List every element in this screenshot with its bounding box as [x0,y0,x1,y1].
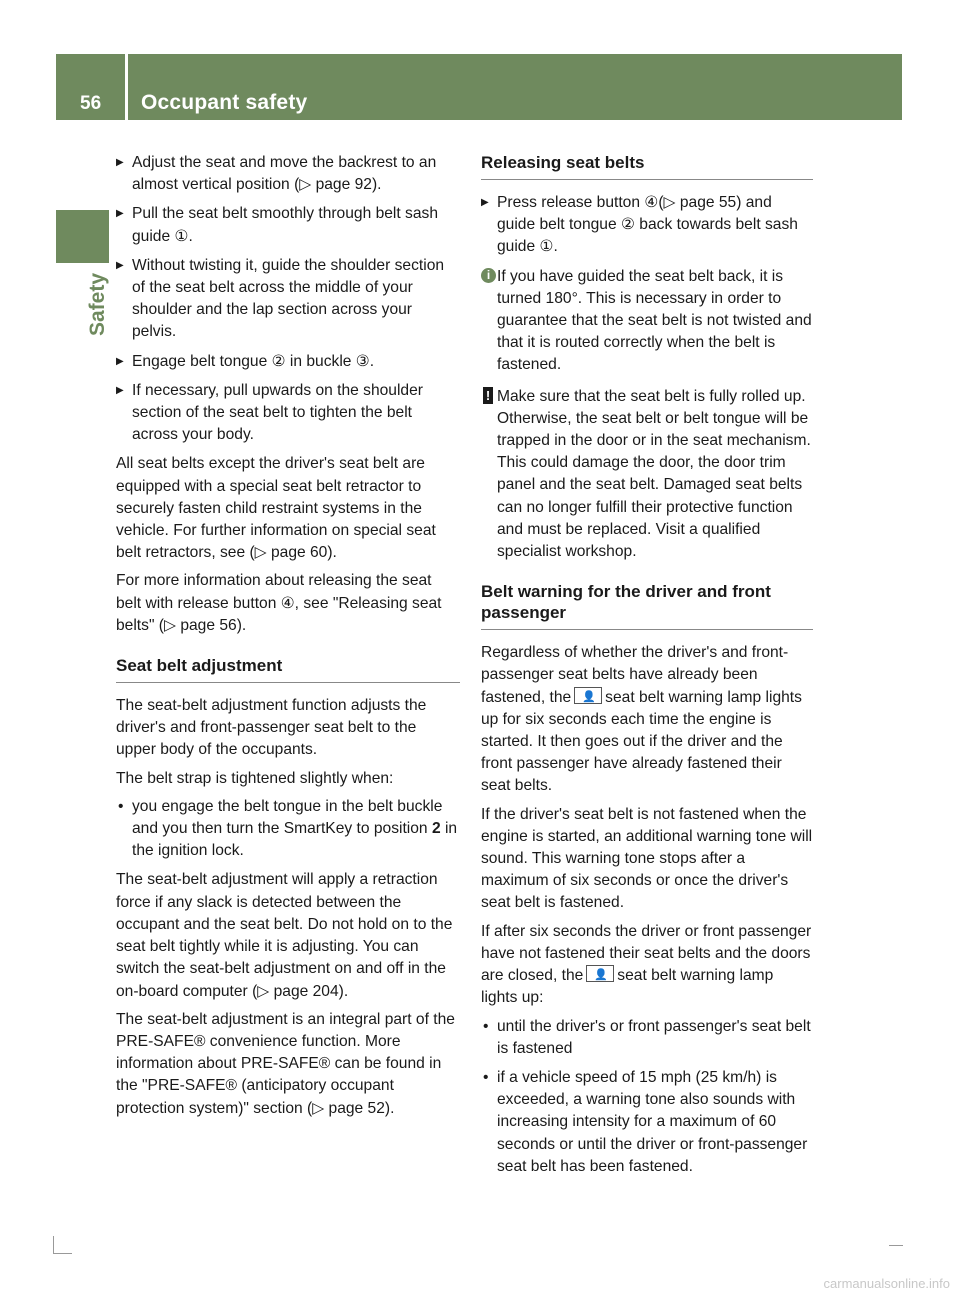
bullet-item [116,796,460,863]
crop-mark [53,1236,72,1254]
seat-belt-warning-icon [586,965,614,982]
text-span: If after six seconds the driver or front passenger have not fastened their seat belts and the doors are closed, the [481,922,812,985]
text-span: Regardless of whether the driver's and front-passenger seat belts have already been fastened, the [481,644,789,706]
left-column [116,152,460,1126]
paragraph [481,921,813,1010]
paragraph: The seat-belt adjustment is an integral part of the PRE-SAFE® convenience function. More information about PRE-SAFE® can be found in the "PRE-SAFE® (anticipatory occupant protection system)" section (▷ page 52). [116,1010,455,1117]
section-heading-adjustment: Seat belt adjustment [116,655,460,683]
paragraph: The seat-belt adjustment function adjusts the driver's and front-passenger seat belt to the upper body of the occupants. [116,697,427,759]
instruction-step: ▶ Adjust the seat and move the backrest to an almost vertical position (▷ page 92). [116,152,460,196]
text-span: seat belt warning lamp lights up: [481,967,774,1007]
position-value: 2 [431,820,441,838]
paragraph: For more information about releasing the seat belt with release button ④, see "Releasing seat belts" (▷ page 56). [116,572,442,634]
bullet-item: • if a vehicle speed of 15 mph (25 km/h) is exceeded, a warning tone also sounds with increasing intensity for a maximum of 60 seconds or until the driver or front-passenger seat belt has been fastened. [481,1067,813,1178]
text-span: seat belt warning lamp lights up for six seconds each time the engine is started. It then goes out if the driver and the front passenger have already fastened their seat belts. [481,688,802,795]
warning-note [481,386,813,564]
paragraph: If the driver's seat belt is not fastened when the engine is started, an additional warning tone will sound. This warning tone stops after a maximum of six seconds or once the driver's seat belt is fastened. [481,805,813,912]
page-title: Occupant safety [141,91,308,114]
seat-belt-warning-icon [574,687,602,704]
crop-mark [889,1245,903,1246]
section-heading-release: Releasing seat belts [481,152,813,180]
paragraph: The belt strap is tightened slightly when: [116,769,394,787]
warning-icon: ! [483,387,493,404]
warning-note-text: Make sure that the seat belt is fully rolled up. Otherwise, the seat belt or belt tongue will be trapped in the door or in the seat mechanism. This could damage the door, the door trim panel and the seat belt. Damaged seat belts can no longer fulfill their protective function and must be replaced. Visit a qualified specialist workshop. [497,387,811,561]
page-number: 56 [80,93,102,114]
info-note [481,266,813,377]
bullet-text: you engage the belt tongue in the belt buckle and you then turn the SmartKey to position [132,797,443,838]
watermark: carmanualsonline.info [823,1276,950,1291]
bullet-text-end: in the ignition lock. [132,820,458,860]
instruction-step: ▶ Press release button ④(▷ page 55) and guide belt tongue ② back towards belt sash guide ①. [481,192,813,259]
info-note-text: If you have guided the seat belt back, it is turned 180°. This is necessary in order to guarantee that the seat belt is not twisted and that it is routed correctly when the belt is fastened. [497,267,812,374]
instruction-step: ▶ Engage belt tongue ② in buckle ③. [116,351,460,373]
info-icon: i [481,268,496,283]
paragraph [481,642,813,797]
paragraph: All seat belts except the driver's seat belt are equipped with a special seat belt retractor to securely fasten child restraint systems in the vehicle. For further information on special seat belt retractors, see (▷ page 60). [116,455,436,562]
paragraph: The seat-belt adjustment will apply a retraction force if any slack is detected between the occupant and the seat belt. Do not hold on to the seat belt tightly while it is adjusting. You can switch the seat-belt adjustment on and off in the on-board computer (▷ page 204). [116,871,453,1000]
section-tab-label: Safety [86,272,109,336]
header-divider [125,54,128,120]
right-column [481,152,813,1185]
instruction-step: ▶ Pull the seat belt smoothly through belt sash guide ①. [116,203,460,247]
instruction-step: ▶ Without twisting it, guide the shoulder section of the seat belt across the middle of your shoulder and the lap section across your pelvis. [116,255,460,344]
instruction-step: ▶ If necessary, pull upwards on the shoulder section of the seat belt to tighten the belt across your body. [116,380,460,447]
section-heading-belt-warning: Belt warning for the driver and front passenger [481,581,813,630]
section-marker [56,210,109,263]
bullet-item: • until the driver's or front passenger's seat belt is fastened [481,1016,813,1060]
